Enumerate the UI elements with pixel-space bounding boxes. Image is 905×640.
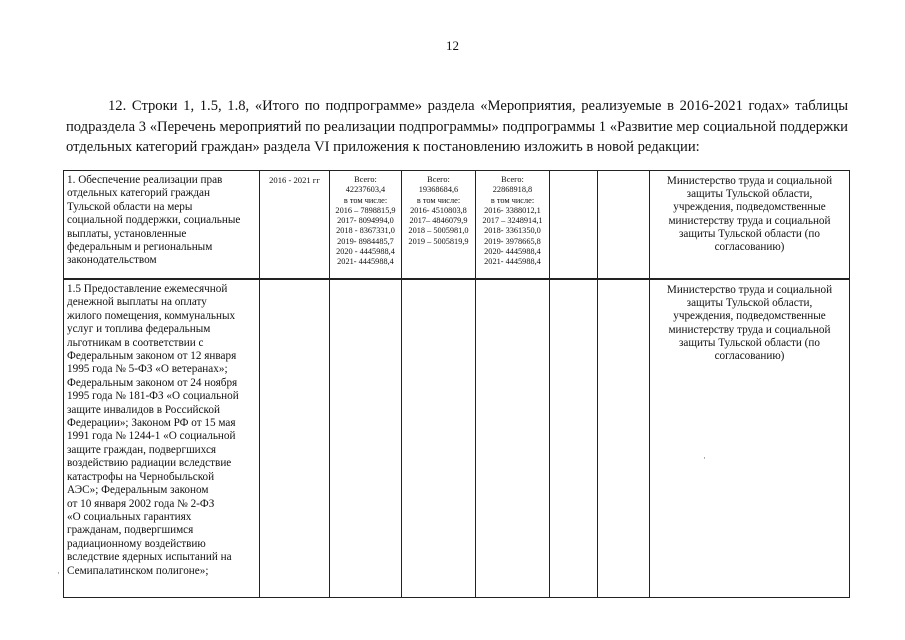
amount-line: 2016- 4510803,8 (410, 205, 467, 215)
measure-name-line: от 10 января 2002 года № 2-ФЗ (67, 497, 215, 510)
measure-name-line: 1995 года № 181-ФЗ «О социальной (67, 390, 239, 403)
empty-cell (260, 279, 330, 598)
amount-line: 2018 – 5005981,0 (408, 226, 469, 236)
amount-federal-cell (402, 171, 476, 280)
measure-name (67, 283, 255, 578)
measure-name-line: Семипалатинском полигоне»; (67, 564, 209, 577)
scan-speck: · (57, 568, 60, 578)
table-row (64, 279, 850, 598)
empty-cell (550, 279, 598, 598)
measure-name-cell (64, 279, 260, 598)
amount-line: 2018- 3361350,0 (484, 226, 541, 236)
measure-name-line: 1991 года № 1244-1 «О социальной (67, 430, 236, 443)
measures-table (63, 170, 850, 598)
empty-cell (402, 279, 476, 598)
measure-name-line: законодательством (67, 254, 157, 267)
measure-name (67, 174, 255, 268)
amount-line: 2017 – 3248914,1 (482, 216, 543, 226)
measure-name-line: катастрофы на Чернобыльской (67, 470, 215, 483)
measure-name-line: выплаты, установленные (67, 227, 187, 240)
amount-line: 2017– 4846079,9 (409, 216, 468, 226)
amount-line: Всего: (354, 175, 377, 184)
amount-line: 2021- 4445988,4 (337, 257, 394, 267)
measure-name-line: защите инвалидов в Российской (67, 403, 220, 416)
measure-name-line: федеральным и региональным (67, 241, 213, 254)
amount-total (330, 175, 401, 268)
measure-name-line: воздействию радиации вследствие (67, 457, 232, 470)
measure-name-line: вследствие ядерных испытаний на (67, 551, 232, 564)
measure-name-line: АЭС»; Федеральным законом (67, 484, 209, 497)
amount-line: Всего: (427, 175, 450, 184)
amount-regional (476, 175, 549, 268)
amount-line: 2021- 4445988,4 (484, 257, 541, 267)
table-row (64, 171, 850, 280)
scan-speck: · (703, 453, 706, 463)
responsible-cell: Министерство труда и социальной защиты Тульской области, учреждения, подведомственные министерству труда и социальной защиты Тульской области (по согласованию) (650, 279, 850, 598)
measure-name-line: Федеральным законом от 12 января (67, 350, 237, 363)
empty-cell (598, 171, 650, 280)
measure-name-line: жилого помещения, коммунальных (67, 309, 236, 322)
responsible-cell: Министерство труда и социальной защиты Тульской области, учреждения, подведомственные министерству труда и социальной защиты Тульской области (по согласованию) (650, 171, 850, 280)
empty-cell (476, 279, 550, 598)
amount-line: в том числе: (490, 195, 535, 205)
measure-name-line: услуг и топлива федеральным (67, 323, 211, 336)
measure-name-line: 1995 года № 5-ФЗ «О ветеранах»; (67, 363, 228, 376)
amount-line: 2017- 8094994,0 (337, 216, 394, 226)
amount-regional-cell (476, 171, 550, 280)
empty-cell (330, 279, 402, 598)
amount-line: Всего: (501, 175, 524, 184)
measure-name-cell (64, 171, 260, 280)
intro-paragraph: 12. Строки 1, 1.5, 1.8, «Итого по подпрограмме» раздела «Мероприятия, реализуемые в 2016-2021 годах» таблицы подраздела 3 «Перечень мероприятий по реализации подпрограммы» подпрограммы 1 «Развитие мер социальной поддержки отдельных категорий граждан» раздела VI приложения к постановлению изложить в новой редакции: (66, 98, 848, 155)
amount-line: 2019- 3978665,8 (484, 236, 541, 246)
measure-name-line: социальной поддержки, социальные (67, 214, 241, 227)
measure-name-line: Федерации»; Законом РФ от 15 мая (67, 417, 236, 430)
amount-line: в том числе: (343, 195, 388, 205)
measure-name-line: денежной выплаты на оплату (67, 296, 207, 309)
page-number: 12 (446, 38, 459, 53)
empty-cell (598, 279, 650, 598)
measure-name-line: гражданам, подвергшимся (67, 524, 194, 537)
amount-line: 2019- 8984485,7 (337, 236, 394, 246)
measure-name-line: 1.5 Предоставление ежемесячной (67, 283, 228, 295)
amount-line: 2019 – 5005819,9 (408, 236, 469, 246)
amount-line: 2016 – 7898815,9 (335, 205, 396, 215)
amount-line: 2016- 3388012,1 (484, 205, 541, 215)
amount-line: 42237603,4 (345, 185, 386, 195)
amount-line: 22868918,8 (492, 185, 533, 195)
measure-name-line: отдельных категорий граждан (67, 187, 211, 200)
empty-cell (550, 171, 598, 280)
amount-line: 2020 - 4445988,4 (336, 247, 395, 257)
measure-name-line: 1. Обеспечение реализации прав (67, 174, 223, 186)
measure-name-line: защите граждан, подвергшихся (67, 443, 217, 456)
amount-line: 19368684,6 (418, 185, 459, 195)
amount-line: 2018 - 8367331,0 (336, 226, 395, 236)
measure-name-line: Федеральным законом от 24 ноября (67, 376, 238, 389)
measure-name-line: радиационному воздействию (67, 537, 206, 550)
measure-name-line: льготникам в соответствии с (67, 336, 204, 349)
amount-line: в том числе: (416, 195, 461, 205)
amount-line: 2020- 4445988,4 (484, 247, 541, 257)
measure-name-line: Тульской области на меры (67, 200, 193, 213)
measure-name-line: «О социальных гарантиях (67, 510, 192, 523)
amount-federal (402, 175, 475, 247)
amount-total-cell (330, 171, 402, 280)
period-cell: 2016 - 2021 гг (260, 171, 330, 280)
